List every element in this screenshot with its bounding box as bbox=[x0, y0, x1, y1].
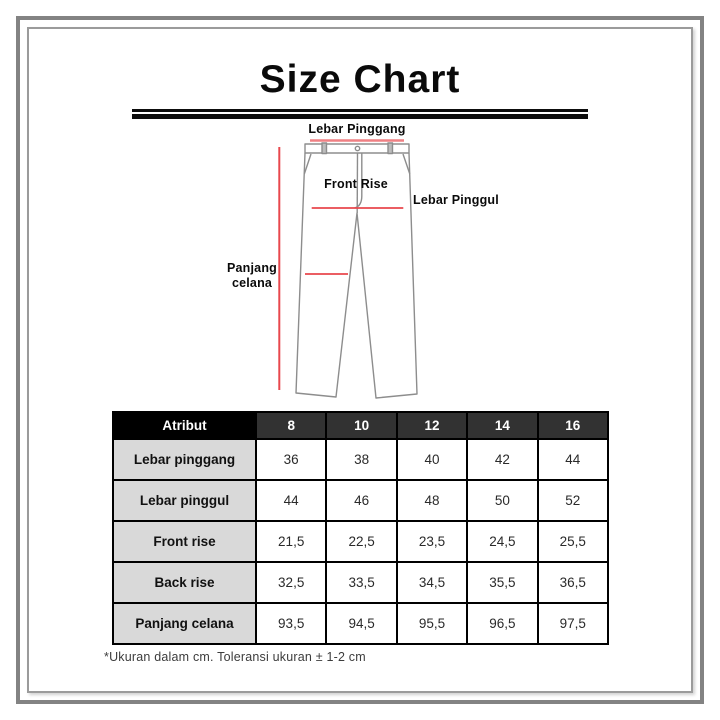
cell-front-rise-12: 23,5 bbox=[397, 521, 467, 562]
cell-front-rise-10: 22,5 bbox=[326, 521, 396, 562]
hip-label: Lebar Pinggul bbox=[413, 193, 499, 207]
header-cell-size-12: 12 bbox=[397, 412, 467, 439]
pants-button bbox=[355, 146, 359, 150]
cell-back-rise-14: 35,5 bbox=[467, 562, 537, 603]
cell-length-16: 97,5 bbox=[538, 603, 608, 644]
length-label-line1: Panjang bbox=[226, 261, 278, 275]
cell-length-14: 96,5 bbox=[467, 603, 537, 644]
header-cell-size-8: 8 bbox=[256, 412, 326, 439]
cell-hip-14: 50 bbox=[467, 480, 537, 521]
title-divider bbox=[132, 109, 588, 119]
header-cell-size-14: 14 bbox=[467, 412, 537, 439]
table-row-back-rise bbox=[113, 562, 608, 603]
cell-back-rise-16: 36,5 bbox=[538, 562, 608, 603]
pants-waistband bbox=[305, 144, 409, 153]
row-label-waist: Lebar pinggang bbox=[113, 439, 256, 480]
table-header-row bbox=[113, 412, 608, 439]
page-title: Size Chart bbox=[259, 58, 461, 101]
row-label-front-rise: Front rise bbox=[113, 521, 256, 562]
cell-back-rise-12: 34,5 bbox=[397, 562, 467, 603]
header-cell-size-10: 10 bbox=[326, 412, 396, 439]
header-cell-attribute: Atribut bbox=[113, 412, 256, 439]
title-divider-thick-line bbox=[132, 114, 588, 119]
cell-back-rise-10: 33,5 bbox=[326, 562, 396, 603]
header-cell-size-16: 16 bbox=[538, 412, 608, 439]
waist-label: Lebar Pinggang bbox=[308, 122, 406, 136]
cell-hip-10: 46 bbox=[326, 480, 396, 521]
cell-front-rise-8: 21,5 bbox=[256, 521, 326, 562]
cell-front-rise-16: 25,5 bbox=[538, 521, 608, 562]
cell-waist-12: 40 bbox=[397, 439, 467, 480]
cell-waist-10: 38 bbox=[326, 439, 396, 480]
table-row-waist bbox=[113, 439, 608, 480]
row-label-back-rise: Back rise bbox=[113, 562, 256, 603]
cell-length-10: 94,5 bbox=[326, 603, 396, 644]
cell-length-12: 95,5 bbox=[397, 603, 467, 644]
cell-front-rise-14: 24,5 bbox=[467, 521, 537, 562]
pants-right-belt-loop bbox=[388, 143, 393, 154]
title-divider-thin-line bbox=[132, 109, 588, 112]
length-label bbox=[224, 261, 280, 290]
pants-left-belt-loop bbox=[322, 143, 327, 154]
cell-waist-16: 44 bbox=[538, 439, 608, 480]
table-row-hip bbox=[113, 480, 608, 521]
table-row-front-rise bbox=[113, 521, 608, 562]
cell-waist-14: 42 bbox=[467, 439, 537, 480]
cell-hip-12: 48 bbox=[397, 480, 467, 521]
row-label-length: Panjang celana bbox=[113, 603, 256, 644]
row-label-hip: Lebar pinggul bbox=[113, 480, 256, 521]
cell-waist-8: 36 bbox=[256, 439, 326, 480]
cell-hip-8: 44 bbox=[256, 480, 326, 521]
cell-length-8: 93,5 bbox=[256, 603, 326, 644]
front-rise-label: Front Rise bbox=[324, 177, 388, 191]
cell-back-rise-8: 32,5 bbox=[256, 562, 326, 603]
table-row-length bbox=[113, 603, 608, 644]
pants-measurement-diagram bbox=[226, 120, 499, 408]
cell-hip-16: 52 bbox=[538, 480, 608, 521]
length-label-line2: celana bbox=[231, 275, 273, 290]
size-tolerance-footnote: *Ukuran dalam cm. Toleransi ukuran ± 1-2 cm bbox=[104, 650, 366, 664]
size-chart-table bbox=[112, 411, 609, 645]
